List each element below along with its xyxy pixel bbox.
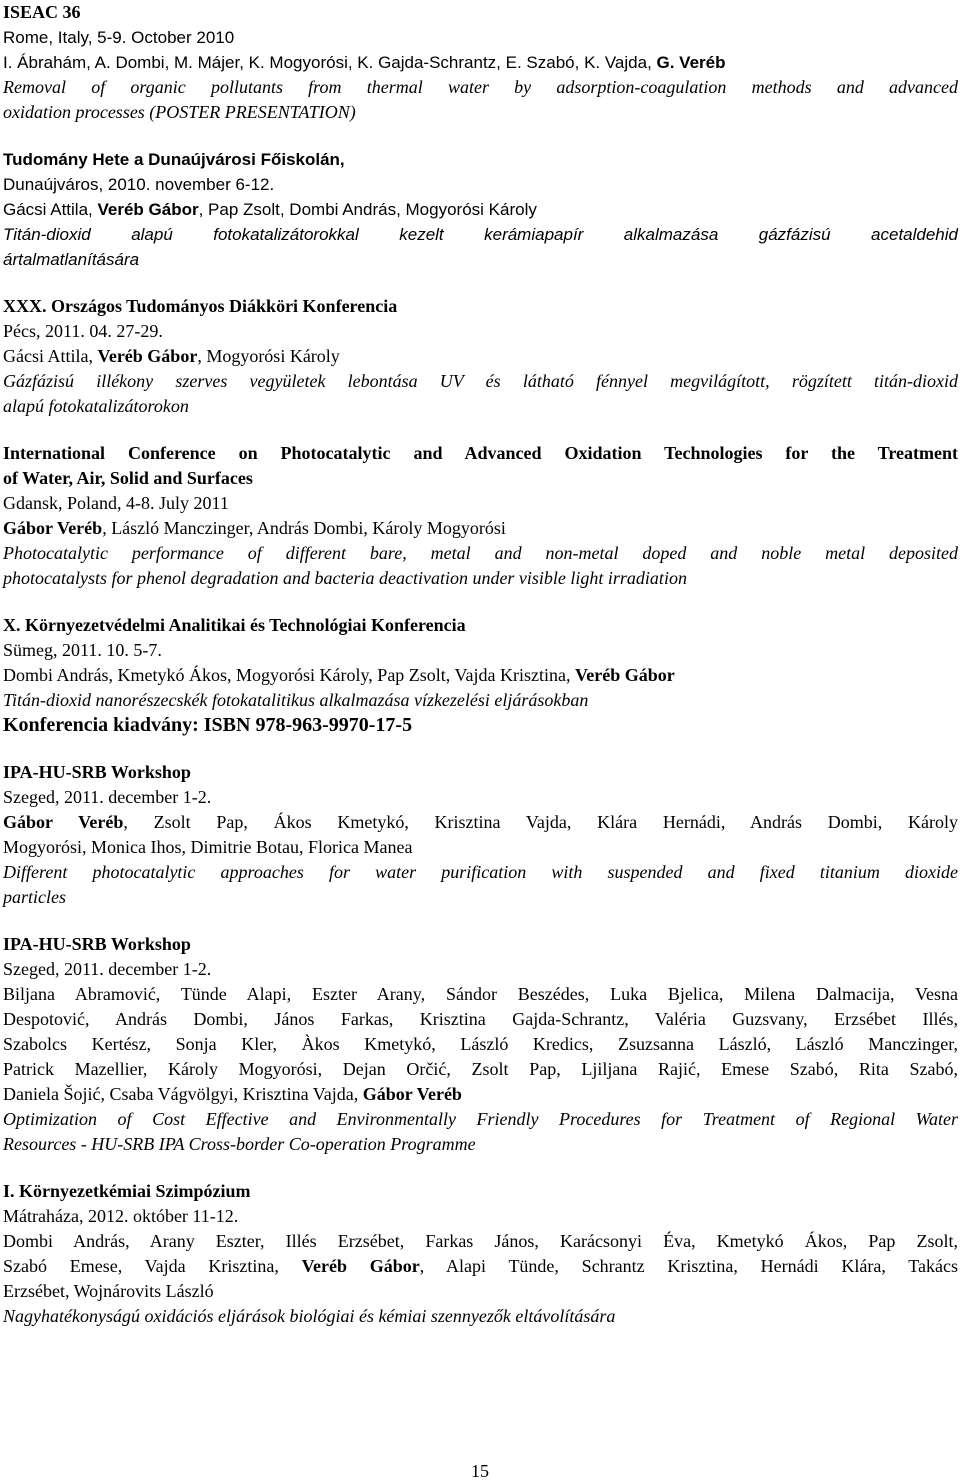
author-highlight: Veréb Gábor [97, 346, 198, 366]
event-name: XXX. Országos Tudományos Diákköri Konferencia [3, 296, 398, 316]
publication-isbn: Konferencia kiadvány: ISBN 978-963-9970-17-5 [3, 714, 413, 736]
event-name-cont: of Water, Air, Solid and Surfaces [3, 468, 253, 488]
authors-text: I. Ábrahám, A. Dombi, M. Májer, K. Mogyorósi, K. Gajda-Schrantz, E. Szabó, K. Vajda, [3, 53, 657, 72]
paper-title-cont: oxidation processes (POSTER PRESENTATION) [3, 102, 356, 122]
authors-cont: Erzsébet, Wojnárovits László [3, 1281, 214, 1301]
event-name: Tudomány Hete a Dunaújvárosi Főiskolán, [3, 150, 345, 169]
author-highlight: Veréb Gábor [301, 1256, 420, 1276]
paper-title-cont: ártalmatlanítására [3, 250, 140, 269]
author-highlight: G. Veréb [656, 53, 726, 72]
event-name: X. Környezetvédelmi Analitikai és Technológiai Konferencia [3, 615, 466, 635]
publication-entry [3, 613, 958, 738]
event-name: IPA-HU-SRB Workshop [3, 762, 191, 782]
publication-entry [3, 294, 958, 419]
authors [3, 50, 958, 75]
event-place-date: Mátraháza, 2012. október 11-12. [3, 1206, 239, 1226]
authors-text: Dombi András, Kmetykó Ákos, Mogyorósi Károly, Pap Zsolt, Vajda Krisztina, [3, 665, 575, 685]
event-name: IPA-HU-SRB Workshop [3, 934, 191, 954]
paper-title: Nagyhatékonyságú oxidációs eljárások biológiai és kémiai szennyezők eltávolítására [3, 1306, 616, 1326]
document-page [3, 0, 958, 1329]
author-highlight: Gábor Veréb [3, 518, 103, 538]
event-place-date: Gdansk, Poland, 4-8. July 2011 [3, 493, 229, 513]
authors-text: , Mogyorósi Károly [197, 346, 340, 366]
author-highlight: Gábor Veréb [362, 1084, 462, 1104]
authors-cont: Mogyorósi, Monica Ihos, Dimitrie Botau, Florica Manea [3, 837, 413, 857]
event-place-date: Rome, Italy, 5-9. October 2010 [3, 28, 235, 47]
publication-entry [3, 441, 958, 591]
paper-title: Titán-dioxid nanorészecskék fotokatalitikus alkalmazása vízkezelési eljárásokban [3, 690, 589, 710]
event-place-date: Pécs, 2011. 04. 27-29. [3, 321, 163, 341]
author-highlight: Gábor Veréb [3, 812, 124, 832]
event-place-date: Sümeg, 2011. 10. 5-7. [3, 640, 162, 660]
paper-title: Gázfázisú illékony szerves vegyületek lebontása UV és látható fénnyel megvilágított, rögzített titán-dioxid [3, 371, 958, 391]
authors-text: , Pap Zsolt, Dombi András, Mogyorósi Károly [198, 200, 537, 219]
authors-cont [3, 1254, 958, 1279]
authors-text: , Zsolt Pap, Ákos Kmetykó, Krisztina Vajda, Klára Hernádi, András Dombi, Károly [123, 812, 958, 832]
event-name: I. Környezetkémiai Szimpózium [3, 1181, 251, 1201]
paper-title-cont: photocatalysts for phenol degradation and bacteria deactivation under visible light irradiation [3, 568, 687, 588]
authors-cont: Szabolcs Kertész, Sonja Kler, Àkos Kmetykó, László Kredics, Zsuzsanna László, László Manczinger, [3, 1034, 958, 1054]
authors-cont: Patrick Mazellier, Károly Mogyorósi, Dejan Orčić, Zsolt Pap, Ljiljana Rajić, Emese Szabó, Rita Szabó, [3, 1059, 958, 1079]
publication-entry [3, 147, 958, 272]
author-highlight: Veréb Gábor [574, 665, 675, 685]
authors-text: , László Manczinger, András Dombi, Károly Mogyorósi [102, 518, 506, 538]
authors-text: Szabó Emese, Vajda Krisztina, [3, 1256, 302, 1276]
authors [3, 344, 958, 369]
page-number: 15 [471, 1461, 489, 1481]
authors: Dombi András, Arany Eszter, Illés Erzsébet, Farkas János, Karácsonyi Éva, Kmetykó Ákos, Pap Zsolt, [3, 1231, 958, 1251]
publication-entry [3, 760, 958, 910]
authors: Biljana Abramović, Tünde Alapi, Eszter Arany, Sándor Beszédes, Luka Bjelica, Milena Dalmacija, Vesna [3, 984, 958, 1004]
authors [3, 516, 958, 541]
event-place-date: Szeged, 2011. december 1-2. [3, 787, 212, 807]
paper-title: Titán-dioxid alapú fotokatalizátorokkal kezelt kerámiapapír alkalmazása gázfázisú acetaldehid [3, 225, 958, 244]
paper-title: Photocatalytic performance of different bare, metal and non-metal doped and noble metal deposited [3, 543, 958, 563]
paper-title-cont: particles [3, 887, 66, 907]
paper-title: Different photocatalytic approaches for water purification with suspended and fixed titanium dioxide [3, 862, 958, 882]
authors-text: Gácsi Attila, [3, 346, 98, 366]
paper-title: Optimization of Cost Effective and Environmentally Friendly Procedures for Treatment of Regional Water [3, 1109, 958, 1129]
paper-title: Removal of organic pollutants from thermal water by adsorption-coagulation methods and advanced [3, 77, 958, 97]
authors [3, 810, 958, 835]
authors-cont: Despotović, András Dombi, János Farkas, Krisztina Gajda-Schrantz, Valéria Guzsvany, Erzsébet Illés, [3, 1009, 958, 1029]
event-name: ISEAC 36 [3, 2, 81, 22]
authors [3, 663, 958, 688]
authors-text: Gácsi Attila, [3, 200, 98, 219]
authors-text: Daniela Šojić, Csaba Vágvölgyi, Krisztina Vajda, [3, 1084, 363, 1104]
publication-entry [3, 932, 958, 1157]
event-name: International Conference on Photocatalytic and Advanced Oxidation Technologies for the Treatment [3, 443, 958, 463]
publication-entry [3, 0, 958, 125]
paper-title-cont: Resources - HU-SRB IPA Cross-border Co-operation Programme [3, 1134, 476, 1154]
event-place-date: Szeged, 2011. december 1-2. [3, 959, 212, 979]
authors-text: , Alapi Tünde, Schrantz Krisztina, Hernádi Klára, Takács [419, 1256, 958, 1276]
paper-title-cont: alapú fotokatalizátorokon [3, 396, 189, 416]
publication-entry [3, 1179, 958, 1329]
author-highlight: Veréb Gábor [97, 200, 199, 219]
authors [3, 197, 958, 222]
authors-cont [3, 1082, 958, 1107]
event-place-date: Dunaújváros, 2010. november 6-12. [3, 175, 275, 194]
